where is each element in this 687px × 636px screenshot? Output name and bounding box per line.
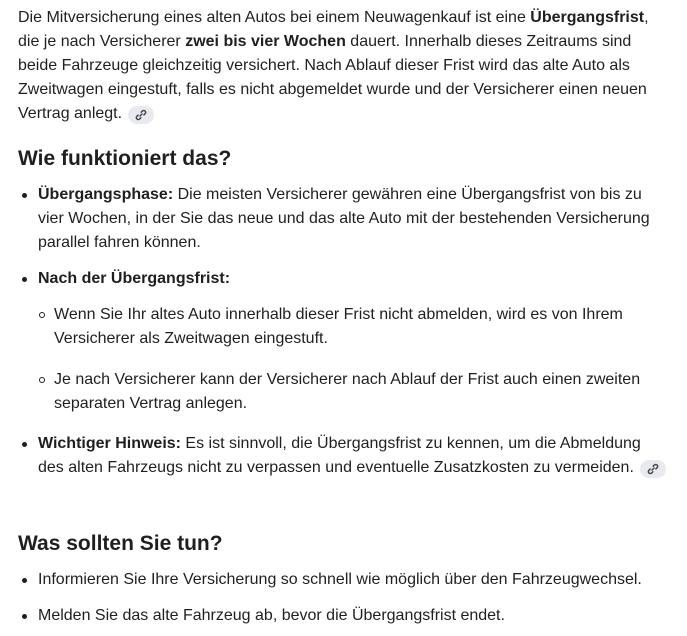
source-link-chip[interactable] xyxy=(640,460,666,478)
list-item xyxy=(18,432,668,480)
item-bold-label: Wichtiger Hinweis: xyxy=(38,435,181,452)
list-item xyxy=(18,267,668,416)
item-bold-label: Nach der Übergangsfrist: xyxy=(38,270,231,287)
section-heading-how: Wie funktioniert das? xyxy=(18,147,232,170)
sub-list xyxy=(38,303,668,416)
list-item xyxy=(18,183,668,255)
intro-text-3: dauert. Innerhalb dieses Zeitraums sind beide Fahrzeuge gleichzeitig versichert. Nach Ablauf dieser Frist wird das alte Auto als Zweitwagen eingestuft, falls es nicht abgemeldet wurde und der Versicherer einen neuen Vertrag anlegt. xyxy=(18,33,647,122)
item-text: Es ist sinnvoll, die Übergangsfrist zu kennen, um die Abmeldung des alten Fahrzeugs nicht zu verpassen und eventuelle Zusatzkosten zu vermeiden. xyxy=(38,435,641,476)
item-bold-label: Übergangsphase: xyxy=(38,186,174,203)
intro-paragraph xyxy=(18,6,668,126)
list-item: Melden Sie das alte Fahrzeug ab, bevor die Übergangsfrist endet. xyxy=(18,604,668,628)
sub-list-item: Wenn Sie Ihr altes Auto innerhalb dieser Frist nicht abmelden, wird es von Ihrem Versicherer als Zweitwagen eingestuft. xyxy=(38,303,668,351)
list-item: Informieren Sie Ihre Versicherung so schnell wie möglich über den Fahrzeugwechsel. xyxy=(18,568,668,592)
sub-list-item: Je nach Versicherer kann der Versicherer nach Ablauf der Frist auch einen zweiten separaten Vertrag anlegen. xyxy=(38,368,668,416)
link-icon xyxy=(135,109,147,121)
how-list xyxy=(18,183,668,480)
section-heading-todo: Was sollten Sie tun? xyxy=(18,532,223,555)
intro-text-2: , die je nach Versicherer xyxy=(18,9,649,50)
source-link-chip[interactable] xyxy=(128,106,154,124)
todo-list xyxy=(18,568,668,628)
link-icon xyxy=(647,463,659,475)
intro-text-1: Die Mitversicherung eines alten Autos bei einem Neuwagenkauf ist eine xyxy=(18,9,531,26)
intro-bold-2: zwei bis vier Wochen xyxy=(185,33,346,50)
item-text: Die meisten Versicherer gewähren eine Übergangsfrist von bis zu vier Wochen, in der Sie das neue und das alte Auto mit der bestehenden Versicherung parallel fahren können. xyxy=(38,186,650,251)
intro-bold-1: Übergangsfrist xyxy=(530,9,645,26)
